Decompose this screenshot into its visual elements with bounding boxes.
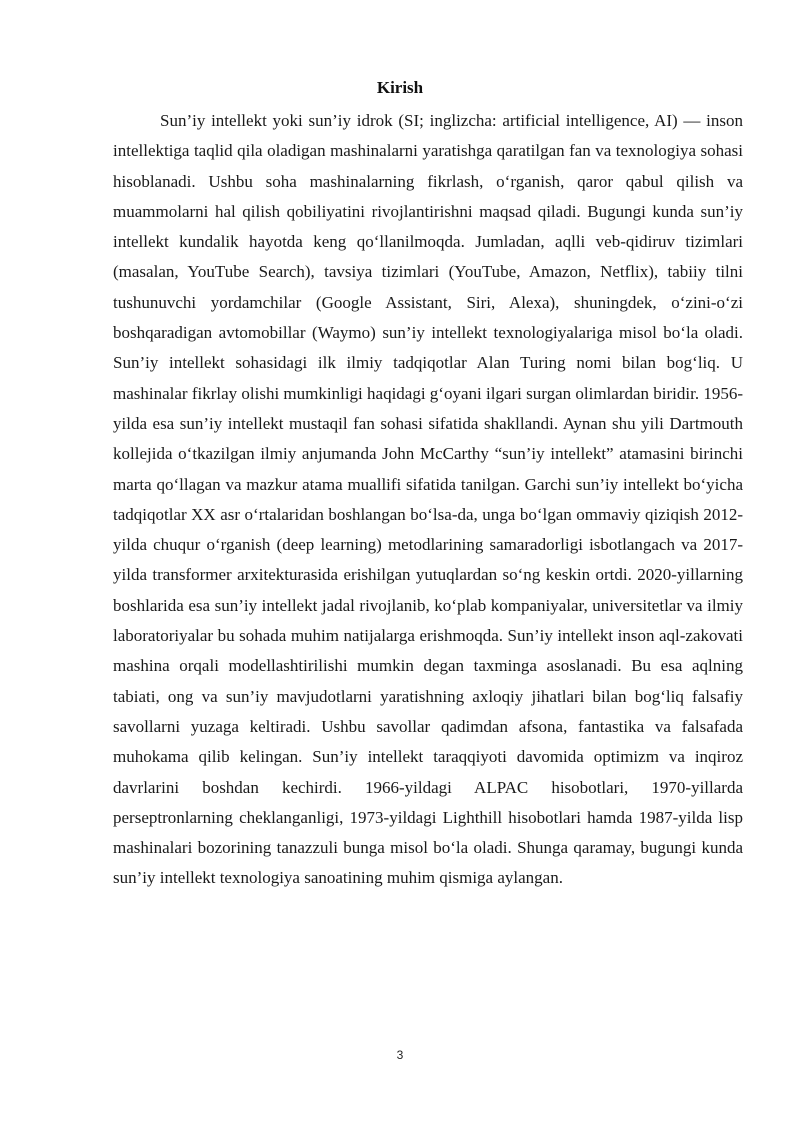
- body-paragraph: Sun’iy intellekt yoki sun’iy idrok (SI; inglizcha: artificial intelligence, AI) — inson intellektiga taqlid qila oladigan mashinalarni yaratishga qaratilgan fan va texnologiya sohasi hisoblanadi. Ushbu soha mashinalarning fikrlash, o‘rganish, qaror qabul qilish va muammolarni hal qilish qobiliyatini rivojlantirishni maqsad qiladi. Bugungi kunda sun’iy intellekt kundalik hayotda keng qo‘llanilmoqda. Jumladan, aqlli veb-qidiruv tizimlari (masalan, YouTube Search), tavsiya tizimlari (YouTube, Amazon, Netflix), tabiiy tilni tushunuvchi yordamchilar (Google Assistant, Siri, Alexa), shuningdek, o‘zini-o‘zi boshqaradigan avtomobillar (Waymo) sun’iy intellekt texnologiyalariga misol bo‘la oladi. Sun’iy intellekt sohasidagi ilk ilmiy tadqiqotlar Alan Turing nomi bilan bog‘liq. U mashinalar fikrlay olishi mumkinligi haqidagi g‘oyani ilgari surgan olimlardan biridir. 1956-yilda esa sun’iy intellekt mustaqil fan sohasi sifatida shakllandi. Aynan shu yili Dartmouth kollejida o‘tkazilgan ilmiy anjumanda John McCarthy “sun’iy intellekt” atamasini birinchi marta qo‘llagan va mazkur atama muallifi sifatida tanilgan. Garchi sun’iy intellekt bo‘yicha tadqiqotlar XX asr o‘rtalaridan boshlangan bo‘lsa-da, unga bo‘lgan ommaviy qiziqish 2012-yilda chuqur o‘rganish (deep learning) metodlarining samaradorligi isbotlangach va 2017-yilda transformer arxitekturasida erishilgan yutuqlardan so‘ng keskin ortdi. 2020-yillarning boshlarida esa sun’iy intellekt jadal rivojlanib, ko‘plab kompaniyalar, universitetlar va ilmiy laboratoriyalar bu sohada muhim natijalarga erishmoqda. Sun’iy intellekt inson aql-zakovati mashina orqali modellashtirilishi mumkin degan taxminga asoslanadi. Bu esa aqlning tabiati, ong va sun’iy mavjudotlarni yaratishning axloqiy jihatlari bilan bog‘liq falsafiy savollarni yuzaga keltiradi. Ushbu savollar qadimdan afsona, fantastika va falsafada muhokama qilib kelingan. Sun’iy intellekt taraqqiyoti davomida optimizm va inqiroz davrlarini boshdan kechirdi. 1966-yildagi ALPAC hisobotlari, 1970-yillarda perseptronlarning cheklanganligi, 1973-yildagi Lighthill hisobotlari hamda 1987-yilda lisp mashinalari bozorining tanazzuli bunga misol bo‘la oladi. Shunga qaramay, bugungi kunda sun’iy intellekt texnologiya sanoatining muhim qismiga aylangan.: [113, 111, 743, 888]
- section-title: Kirish: [376, 78, 424, 97]
- page-number: 3: [396, 1048, 404, 1062]
